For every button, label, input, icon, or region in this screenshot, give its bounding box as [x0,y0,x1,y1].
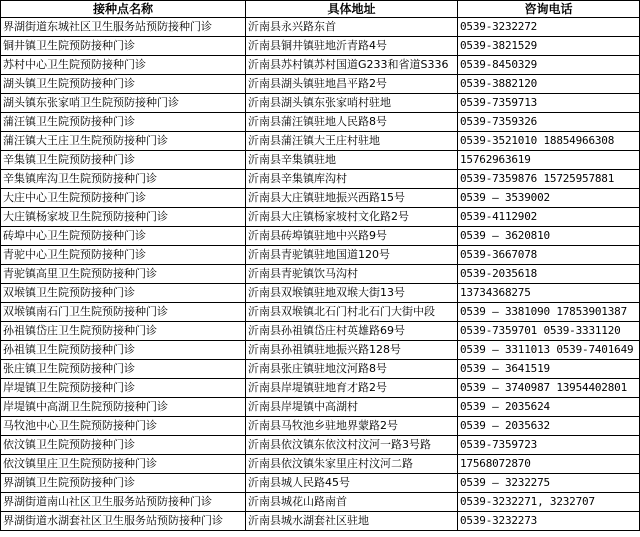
site-name-cell: 大庄镇杨家坡卫生院预防接种门诊 [1,208,246,227]
site-name-cell: 辛集镇卫生院预防接种门诊 [1,151,246,170]
phone-cell: 15762963619 [458,151,640,170]
address-cell: 沂南县大庄镇驻地振兴西路15号 [246,189,458,208]
table-row [1,265,640,284]
table-row [1,94,640,113]
site-name-cell: 大庄中心卫生院预防接种门诊 [1,189,246,208]
table-row [1,208,640,227]
site-name-cell: 依汶镇卫生院预防接种门诊 [1,436,246,455]
address-cell: 沂南县蒲汪镇驻地人民路8号 [246,113,458,132]
phone-cell: 0539-3232271, 3232707 [458,493,640,512]
table-row [1,246,640,265]
phone-cell: 0539-7359723 [458,436,640,455]
table-row [1,360,640,379]
table-row [1,436,640,455]
address-cell: 沂南县双堠镇北石门村北石门大街中段 [246,303,458,322]
phone-cell: 0539-3232273 [458,512,640,531]
site-name-cell: 依汶镇里庄卫生院预防接种门诊 [1,455,246,474]
table-row [1,417,640,436]
address-cell: 沂南县砖埠镇驻地中兴路9号 [246,227,458,246]
phone-cell: 0539 — 3740987 13954402801 [458,379,640,398]
site-name-cell: 湖头镇东张家哨卫生院预防接种门诊 [1,94,246,113]
site-name-cell: 青驼中心卫生院预防接种门诊 [1,246,246,265]
address-cell: 沂南县岸堤镇驻地育才路2号 [246,379,458,398]
table-row [1,455,640,474]
phone-cell: 13734368275 [458,284,640,303]
address-cell: 沂南县辛集镇驻地 [246,151,458,170]
phone-cell: 0539-3821529 [458,37,640,56]
address-cell: 沂南县孙祖镇岱庄村英雄路69号 [246,322,458,341]
phone-cell: 0539 — 3641519 [458,360,640,379]
phone-cell: 0539 — 3539002 [458,189,640,208]
phone-cell: 0539-7359713 [458,94,640,113]
phone-cell: 17568072870 [458,455,640,474]
site-name-cell: 张庄镇卫生院预防接种门诊 [1,360,246,379]
phone-cell: 0539-3232272 [458,18,640,37]
table-row [1,170,640,189]
phone-cell: 0539-2035618 [458,265,640,284]
site-name-cell: 苏村中心卫生院预防接种门诊 [1,56,246,75]
header-address: 具体地址 [246,1,458,18]
table-row [1,75,640,94]
address-cell: 沂南县依汶镇朱家里庄村汶河二路 [246,455,458,474]
address-cell: 沂南县城花山路南首 [246,493,458,512]
table-row [1,493,640,512]
site-name-cell: 马牧池中心卫生院预防接种门诊 [1,417,246,436]
site-name-cell: 双堠镇卫生院预防接种门诊 [1,284,246,303]
address-cell: 沂南县双堠镇驻地双堠大街13号 [246,284,458,303]
phone-cell: 0539-7359876 15725957881 [458,170,640,189]
address-cell: 沂南县大庄镇杨家坡村文化路2号 [246,208,458,227]
table-header-row [1,1,640,18]
site-name-cell: 孙祖镇岱庄卫生院预防接种门诊 [1,322,246,341]
site-name-cell: 界湖街道东城社区卫生服务站预防接种门诊 [1,18,246,37]
site-name-cell: 湖头镇卫生院预防接种门诊 [1,75,246,94]
address-cell: 沂南县湖头镇东张家哨村驻地 [246,94,458,113]
address-cell: 沂南县孙祖镇驻地振兴路128号 [246,341,458,360]
phone-cell: 0539 — 2035624 [458,398,640,417]
phone-cell: 0539-4112902 [458,208,640,227]
phone-cell: 0539 — 2035632 [458,417,640,436]
table-row [1,303,640,322]
phone-cell: 0539-7359326 [458,113,640,132]
site-name-cell: 界湖镇卫生院预防接种门诊 [1,474,246,493]
table-row [1,227,640,246]
site-name-cell: 铜井镇卫生院预防接种门诊 [1,37,246,56]
phone-cell: 0539 — 3232275 [458,474,640,493]
header-phone: 咨询电话 [458,1,640,18]
address-cell: 沂南县蒲汪镇大王庄村驻地 [246,132,458,151]
table-row [1,322,640,341]
table-row [1,398,640,417]
address-cell: 沂南县青驼镇驻地国道120号 [246,246,458,265]
table-row [1,132,640,151]
site-name-cell: 蒲汪镇卫生院预防接种门诊 [1,113,246,132]
phone-cell: 0539-7359701 0539-3331120 [458,322,640,341]
address-cell: 沂南县马牧池乡驻地界蒙路2号 [246,417,458,436]
table-row [1,512,640,531]
address-cell: 沂南县苏村镇苏村国道G233和省道S336 [246,56,458,75]
table-body [1,18,640,531]
site-name-cell: 砖埠中心卫生院预防接种门诊 [1,227,246,246]
site-name-cell: 岸堤镇卫生院预防接种门诊 [1,379,246,398]
header-site-name: 接种点名称 [1,1,246,18]
site-name-cell: 青驼镇高里卫生院预防接种门诊 [1,265,246,284]
phone-cell: 0539-3667078 [458,246,640,265]
phone-cell: 0539-8450329 [458,56,640,75]
table-row [1,379,640,398]
address-cell: 沂南县青驼镇饮马沟村 [246,265,458,284]
address-cell: 沂南县依汶镇东依汶村汶河一路3号路 [246,436,458,455]
table-row [1,284,640,303]
table-row [1,189,640,208]
address-cell: 沂南县岸堤镇中高湖村 [246,398,458,417]
site-name-cell: 辛集镇库沟卫生院预防接种门诊 [1,170,246,189]
table-row [1,37,640,56]
address-cell: 沂南县城水湖套社区驻地 [246,512,458,531]
table-row [1,56,640,75]
address-cell: 沂南县张庄镇驻地汶河路8号 [246,360,458,379]
phone-cell: 0539 — 3620810 [458,227,640,246]
site-name-cell: 界湖街道水湖套社区卫生服务站预防接种门诊 [1,512,246,531]
address-cell: 沂南县永兴路东首 [246,18,458,37]
phone-cell: 0539 — 3311013 0539-7401649 [458,341,640,360]
address-cell: 沂南县辛集镇库沟村 [246,170,458,189]
table-row [1,113,640,132]
site-name-cell: 双堠镇南石门卫生院预防接种门诊 [1,303,246,322]
address-cell: 沂南县城人民路45号 [246,474,458,493]
table-row [1,18,640,37]
table-row [1,341,640,360]
site-name-cell: 界湖街道南山社区卫生服务站预防接种门诊 [1,493,246,512]
site-name-cell: 岸堤镇中高湖卫生院预防接种门诊 [1,398,246,417]
table-row [1,474,640,493]
phone-cell: 0539-3521010 18854966308 [458,132,640,151]
site-name-cell: 蒲汪镇大王庄卫生院预防接种门诊 [1,132,246,151]
address-cell: 沂南县湖头镇驻地昌平路2号 [246,75,458,94]
address-cell: 沂南县铜井镇驻地沂青路4号 [246,37,458,56]
phone-cell: 0539-3882120 [458,75,640,94]
site-name-cell: 孙祖镇卫生院预防接种门诊 [1,341,246,360]
phone-cell: 0539 — 3381090 17853901387 [458,303,640,322]
table-row [1,151,640,170]
